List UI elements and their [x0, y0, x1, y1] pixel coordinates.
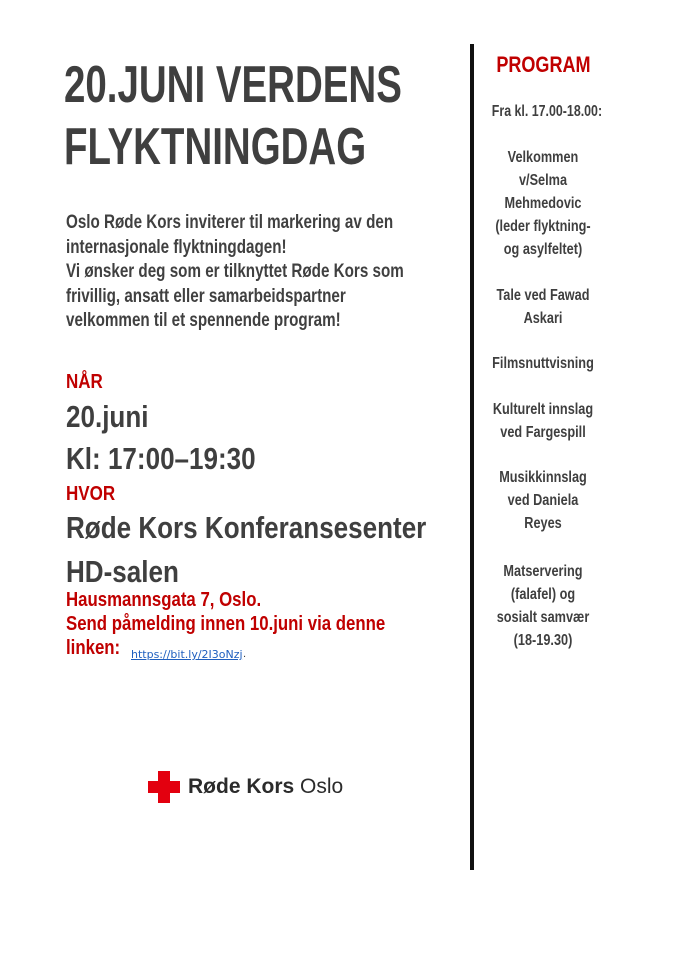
event-date: 20.juni — [66, 399, 149, 434]
link-suffix: . — [243, 648, 247, 660]
title-line-1: 20.JUNI VERDENS — [64, 56, 402, 114]
intro-line-4: frivillig, ansatt eller samarbeidspartner — [66, 284, 346, 307]
venue-line-1: Røde Kors Konferansesenter — [66, 510, 427, 545]
intro-text — [66, 210, 499, 333]
address-signup-text — [66, 588, 446, 660]
venue-line-2: HD-salen — [66, 554, 179, 589]
logo-text: Røde Kors Oslo — [188, 775, 344, 798]
program-title: PROGRAM — [495, 52, 591, 77]
program-time: Fra kl. 17.00-18.00: — [491, 103, 603, 120]
program-item-food: Matservering (falafel) og sosialt samvær (18-19.30) — [496, 563, 590, 649]
intro-line-2: internasjonale flyktningdagen! — [66, 235, 287, 258]
program-item-speech: Tale ved Fawad Askari — [496, 287, 590, 327]
intro-line-5: velkommen til et spennende program! — [66, 309, 341, 331]
program-item-film: Filmsnuttvisning — [492, 355, 594, 372]
program-item-welcome: Velkommen v/Selma Mehmedovic (leder flyktning- og asylfeltet) — [495, 149, 591, 258]
signup-line-2: linken: — [66, 637, 121, 659]
program-heading — [478, 52, 608, 78]
signup-line-1: Send påmelding innen 10.juni via denne — [66, 613, 386, 635]
event-time: Kl: 17:00–19:30 — [66, 441, 256, 476]
page-title — [64, 54, 521, 178]
address: Hausmannsgata 7, Oslo. — [66, 589, 262, 611]
program-item-culture: Kulturelt innslag ved Fargespill — [492, 401, 594, 441]
intro-line-3: Vi ønsker deg som er tilknyttet Røde Kors som — [66, 260, 404, 282]
venue-name — [66, 506, 495, 594]
program-item-music: Musikkinnslag ved Daniela Reyes — [499, 469, 587, 532]
where-label: HVOR — [66, 483, 116, 505]
red-cross-icon — [148, 771, 180, 803]
signup-link[interactable]: https://bit.ly/2I3oNzj — [131, 648, 243, 661]
intro-line-1: Oslo Røde Kors inviterer til markering av den — [66, 211, 394, 233]
title-line-2: FLYKTNINGDAG — [64, 118, 367, 176]
column-divider — [470, 44, 474, 870]
when-label: NÅR — [66, 371, 103, 393]
